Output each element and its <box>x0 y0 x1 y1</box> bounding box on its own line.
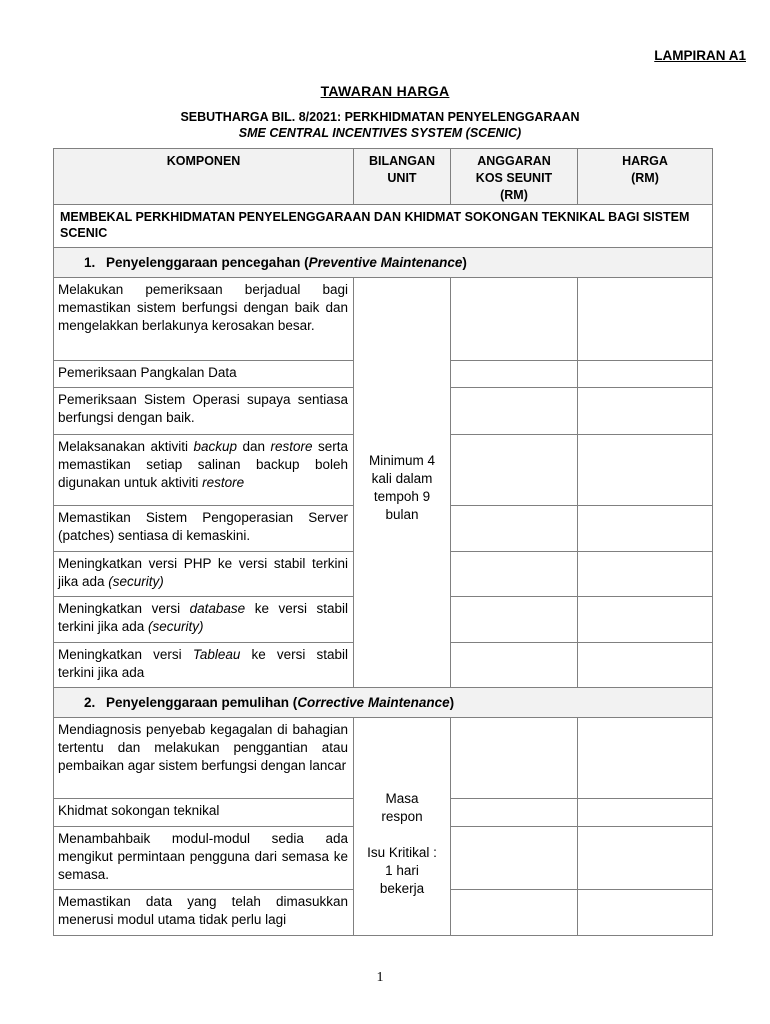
table-row <box>54 718 713 799</box>
part2-heading-row <box>54 688 713 718</box>
harga-cell <box>578 506 713 552</box>
harga-cell <box>578 827 713 890</box>
part1-heading-row <box>54 248 713 278</box>
section-title: MEMBEKAL PERKHIDMATAN PENYELENGGARAAN DAN KHIDMAT SOKONGAN TEKNIKAL BAGI SISTEM SCENIC <box>54 205 713 248</box>
item-description: Meningkatkan versi database ke versi stabil terkini jika ada (security) <box>54 597 354 643</box>
kos-seunit-cell <box>451 388 578 435</box>
kos-seunit-cell <box>451 827 578 890</box>
part2-unit-cell: Masa respon Isu Kritikal : 1 hari bekerja <box>354 718 451 936</box>
item-description: Melakukan pemeriksaan berjadual bagi memastikan sistem berfungsi dengan baik dan mengelakkan berlakunya kerosakan besar. <box>54 278 354 361</box>
section-title-row <box>54 205 713 248</box>
kos-seunit-cell <box>451 643 578 688</box>
kos-seunit-cell <box>451 799 578 827</box>
col-anggaran-kos: ANGGARAN KOS SEUNIT (RM) <box>451 149 578 205</box>
item-description: Mendiagnosis penyebab kegagalan di bahagian tertentu dan melakukan penggantian atau pembaikan agar sistem berfungsi dengan lancar <box>54 718 354 799</box>
item-description: Memastikan Sistem Pengoperasian Server (patches) sentiasa di kemaskini. <box>54 506 354 552</box>
subtitle-line-1: SEBUTHARGA BIL. 8/2021: PERKHIDMATAN PENYELENGGARAAN <box>180 110 580 124</box>
harga-cell <box>578 278 713 361</box>
kos-seunit-cell <box>451 361 578 388</box>
col-bilangan-unit: BILANGAN UNIT <box>354 149 451 205</box>
part1-heading: 1. Penyelenggaraan pencegahan (Preventive Maintenance) <box>54 248 713 278</box>
kos-seunit-cell <box>451 435 578 506</box>
harga-cell <box>578 388 713 435</box>
kos-seunit-cell <box>451 890 578 936</box>
item-description: Pemeriksaan Pangkalan Data <box>54 361 354 388</box>
lampiran-label: LAMPIRAN A1 <box>654 48 746 63</box>
item-description: Melaksanakan aktiviti backup dan restore serta memastikan setiap salinan backup boleh digunakan untuk aktiviti restore <box>54 435 354 506</box>
item-description: Khidmat sokongan teknikal <box>54 799 354 827</box>
subtitle-line-2: SME CENTRAL INCENTIVES SYSTEM (SCENIC) <box>238 126 522 140</box>
table-header-row <box>54 149 713 205</box>
item-description: Meningkatkan versi PHP ke versi stabil terkini jika ada (security) <box>54 552 354 597</box>
col-komponen: KOMPONEN <box>54 149 354 205</box>
item-description: Meningkatkan versi Tableau ke versi stabil terkini jika ada <box>54 643 354 688</box>
kos-seunit-cell <box>451 597 578 643</box>
item-description: Memastikan data yang telah dimasukkan menerusi modul utama tidak perlu lagi <box>54 890 354 936</box>
harga-cell <box>578 718 713 799</box>
kos-seunit-cell <box>451 506 578 552</box>
part2-heading: 2. Penyelenggaraan pemulihan (Corrective Maintenance) <box>54 688 713 718</box>
harga-cell <box>578 890 713 936</box>
harga-cell <box>578 552 713 597</box>
page-number: 1 <box>376 970 384 985</box>
col-harga: HARGA (RM) <box>578 149 713 205</box>
item-description: Menambahbaik modul-modul sedia ada mengikut permintaan pengguna dari semasa ke semasa. <box>54 827 354 890</box>
table-row <box>54 278 713 361</box>
harga-cell <box>578 435 713 506</box>
harga-cell <box>578 643 713 688</box>
document-title: TAWARAN HARGA <box>320 83 450 99</box>
harga-cell <box>578 361 713 388</box>
item-description: Pemeriksaan Sistem Operasi supaya sentiasa berfungsi dengan baik. <box>54 388 354 435</box>
part1-unit-cell: Minimum 4 kali dalam tempoh 9 bulan <box>354 278 451 688</box>
harga-cell <box>578 799 713 827</box>
kos-seunit-cell <box>451 718 578 799</box>
kos-seunit-cell <box>451 278 578 361</box>
kos-seunit-cell <box>451 552 578 597</box>
harga-cell <box>578 597 713 643</box>
quotation-table <box>53 148 712 936</box>
